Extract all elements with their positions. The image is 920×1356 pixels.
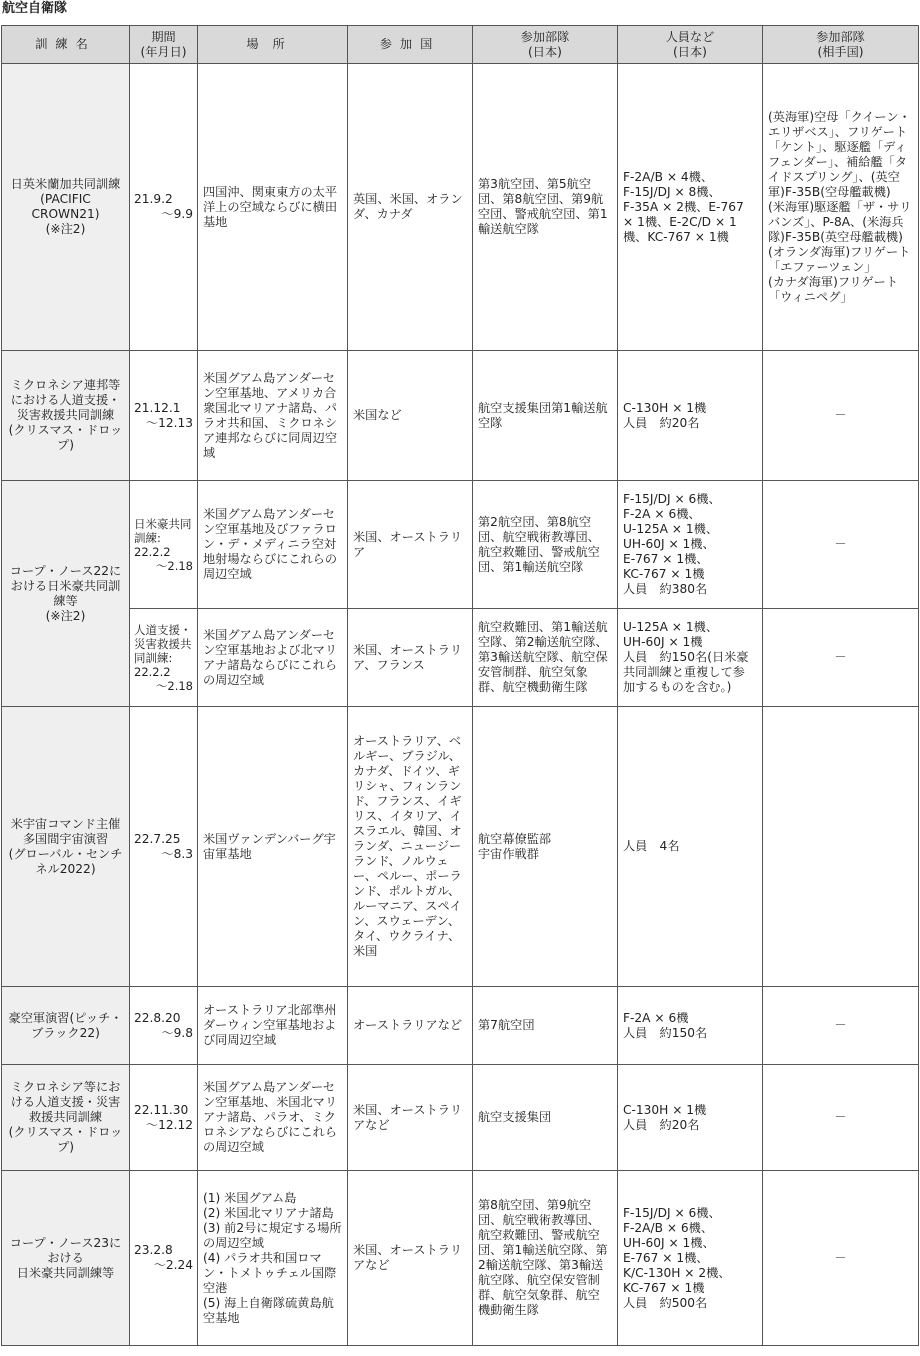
training-location: 米国グアム島アンダーセン空軍基地、アメリカ合衆国北マリアナ諸島、パラオ共和国、ミクロネシア連邦ならびに同周辺空域 bbox=[198, 351, 348, 481]
period-start: 21.9.2 bbox=[134, 192, 173, 206]
training-countries: 米国、オーストラリア、フランス bbox=[348, 609, 473, 707]
training-name: 日英米蘭加共同訓練 (PACIFIC CROWN21) (※注2) bbox=[2, 64, 130, 351]
personnel-japan: F-2A × 6機 人員 約150名 bbox=[618, 987, 763, 1065]
training-countries: オーストラリア、ベルギー、ブラジル、カナダ、ドイツ、ギリシャ、フィンランド、フランス、イギリス、イタリア、イスラエル、韓国、オランダ、ニュージーランド、ノルウェー、ペルー、ポーランド、ポルトガル、ルーマニア、スペイン、スウェーデン、タイ、ウクライナ、米国 bbox=[348, 707, 473, 987]
units-japan: 航空幕僚監部 宇宙作戦群 bbox=[473, 707, 618, 987]
header-period: 期間 (年月日) bbox=[130, 26, 198, 64]
period-start: 21.12.1 bbox=[134, 400, 181, 415]
period-end: ～12.13 bbox=[145, 415, 193, 430]
header-name: 訓練名 bbox=[2, 26, 130, 64]
units-japan: 第3航空団、第5航空団、第8航空団、第9航空団、警戒航空団、第1輸送航空隊 bbox=[473, 64, 618, 351]
units-japan: 航空救難団、第1輸送航空隊、第2輸送航空隊、第3輸送航空隊、航空保安管制群、航空気象群、航空機動衛生隊 bbox=[473, 609, 618, 707]
personnel-japan: F-15J/DJ × 6機、 F-2A × 6機、 U-125A × 1機、 UH-60J × 1機、 E-767 × 1機、 KC-767 × 1機 人員 約380名 bbox=[618, 481, 763, 609]
personnel-japan: 人員 4名 bbox=[618, 707, 763, 987]
training-countries: 米国、オーストラリアなど bbox=[348, 1065, 473, 1171]
period-end: ～8.3 bbox=[161, 846, 193, 861]
period-label: 日米豪共同訓練: bbox=[134, 516, 192, 545]
table-row bbox=[2, 1171, 919, 1346]
table-row bbox=[2, 707, 919, 987]
units-japan: 第7航空団 bbox=[473, 987, 618, 1065]
training-period bbox=[130, 609, 198, 707]
period-end: ～2.18 bbox=[155, 558, 193, 573]
section-title: 航空自衛隊 bbox=[2, 1, 68, 16]
training-period bbox=[130, 1171, 198, 1346]
units-partner: － bbox=[763, 481, 919, 609]
training-location: 米国ヴァンデンバーグ宇宙軍基地 bbox=[198, 707, 348, 987]
training-location: オーストラリア北部準州ダーウィン空軍基地および同周辺空域 bbox=[198, 987, 348, 1065]
period-start: 22.2.2 bbox=[134, 664, 171, 679]
training-countries: 米国、オーストラリア bbox=[348, 481, 473, 609]
training-location: 米国グアム島アンダーセン空軍基地、米国北マリアナ諸島、パラオ、ミクロネシアならびにこれらの周辺空域 bbox=[198, 1065, 348, 1171]
table-row bbox=[2, 64, 919, 351]
training-period bbox=[130, 481, 198, 609]
personnel-japan: C-130H × 1機 人員 約20名 bbox=[618, 1065, 763, 1171]
header-units-japan: 参加部隊 (日本) bbox=[473, 26, 618, 64]
personnel-japan: F-2A/B × 4機、 F-15J/DJ × 8機、 F-35A × 2機、E-767 × 1機、E-2C/D × 1機、KC-767 × 1機 bbox=[618, 64, 763, 351]
units-japan: 第8航空団、第9航空団、航空戦術教導団、航空救難団、警戒航空団、第1輸送航空隊、第2輸送航空隊、第3輸送航空隊、航空保安管制群、航空気象群、航空機動衛生隊 bbox=[473, 1171, 618, 1346]
header-units-partner: 参加部隊 (相手国) bbox=[763, 26, 919, 64]
period-start: 22.2.2 bbox=[134, 544, 171, 559]
units-partner bbox=[763, 707, 919, 987]
period-end: ～9.8 bbox=[161, 1025, 193, 1040]
period-end: ～2.24 bbox=[153, 1258, 193, 1272]
training-period bbox=[130, 1065, 198, 1171]
table-row bbox=[2, 351, 919, 481]
training-name: コープ・ノース23における 日米豪共同訓練等 bbox=[2, 1171, 130, 1346]
units-partner: － bbox=[763, 609, 919, 707]
period-label: 人道支援・災害救援共同訓練: bbox=[134, 622, 192, 665]
units-japan: 航空支援集団第1輸送航空隊 bbox=[473, 351, 618, 481]
training-name: ミクロネシア連邦等における人道支援・災害救援共同訓練 (クリスマス・ドロップ) bbox=[2, 351, 130, 481]
period-end: ～2.18 bbox=[155, 678, 193, 693]
table-row bbox=[2, 481, 919, 609]
training-location: 米国グアム島アンダーセン空軍基地及びファラロン・デ・メディニラ空対地射場ならびにこれらの周辺空域 bbox=[198, 481, 348, 609]
header-personnel-japan: 人員など (日本) bbox=[618, 26, 763, 64]
training-table bbox=[1, 25, 919, 1346]
units-japan: 第2航空団、第8航空団、航空戦術教導団、航空救難団、警戒航空団、第1輸送航空隊 bbox=[473, 481, 618, 609]
table-row bbox=[2, 987, 919, 1065]
header-location: 場所 bbox=[198, 26, 348, 64]
personnel-japan: F-15J/DJ × 6機、 F-2A/B × 6機、 UH-60J × 1機、 E-767 × 1機、 K/C-130H × 2機、 KC-767 × 1機 人員 約500名 bbox=[618, 1171, 763, 1346]
training-period bbox=[130, 64, 198, 351]
training-location: (1) 米国グアム島 (2) 米国北マリアナ諸島 (3) 前2号に規定する場所の周辺空域 (4) パラオ共和国ロマン・トメトゥチェル国際空港 (5) 海上自衛隊硫黄島航空基地 bbox=[198, 1171, 348, 1346]
training-period bbox=[130, 351, 198, 481]
period-start: 23.2.8 bbox=[134, 1243, 173, 1257]
period-start: 22.8.20 bbox=[134, 1010, 181, 1025]
period-start: 22.7.25 bbox=[134, 831, 181, 846]
units-partner: － bbox=[763, 1171, 919, 1346]
training-name: 豪空軍演習(ピッチ・ブラック22) bbox=[2, 987, 130, 1065]
table-row bbox=[2, 1065, 919, 1171]
training-countries: 米国、オーストラリアなど bbox=[348, 1171, 473, 1346]
units-partner: － bbox=[763, 351, 919, 481]
header-row bbox=[2, 26, 919, 64]
training-name: 米宇宙コマンド主催多国間宇宙演習 (グローバル・センチネル2022) bbox=[2, 707, 130, 987]
period-start: 22.11.30 bbox=[134, 1102, 189, 1117]
personnel-japan: U-125A × 1機、 UH-60J × 1機 人員 約150名(日米豪共同訓練と重複して参加するものを含む。) bbox=[618, 609, 763, 707]
training-location: 四国沖、関東東方の太平洋上の空域ならびに横田基地 bbox=[198, 64, 348, 351]
period-end: ～12.12 bbox=[145, 1117, 193, 1132]
training-period bbox=[130, 987, 198, 1065]
units-partner: － bbox=[763, 987, 919, 1065]
personnel-japan: C-130H × 1機 人員 約20名 bbox=[618, 351, 763, 481]
units-partner: － bbox=[763, 1065, 919, 1171]
training-name: ミクロネシア等における人道支援・災害救援共同訓練 (クリスマス・ドロップ) bbox=[2, 1065, 130, 1171]
training-countries: 米国など bbox=[348, 351, 473, 481]
period-end: ～9.9 bbox=[161, 207, 193, 221]
training-name: コープ・ノース22における日米豪共同訓練等 (※注2) bbox=[2, 481, 130, 707]
training-location: 米国グアム島アンダーセン空軍基地および北マリアナ諸島ならびにこれらの周辺空域 bbox=[198, 609, 348, 707]
units-partner: (英海軍)空母「クイーン・エリザベス」、フリゲート「ケント」、駆逐艦「ディフェンダー」、補給艦「タイドスプリング」、(英空軍)F-35B(空母艦載機) (米海軍)駆逐艦「ザ・サリバンズ」、P-8A、(米海兵隊)F-35B(英空母艦載機) (オランダ海軍)フリゲート「エファーツェン」 (カナダ海軍)フリゲート「ウィニペグ」 bbox=[763, 64, 919, 351]
units-japan: 航空支援集団 bbox=[473, 1065, 618, 1171]
header-countries: 参加国 bbox=[348, 26, 473, 64]
training-period bbox=[130, 707, 198, 987]
table-row bbox=[2, 609, 919, 707]
training-countries: 英国、米国、オランダ、カナダ bbox=[348, 64, 473, 351]
training-countries: オーストラリアなど bbox=[348, 987, 473, 1065]
